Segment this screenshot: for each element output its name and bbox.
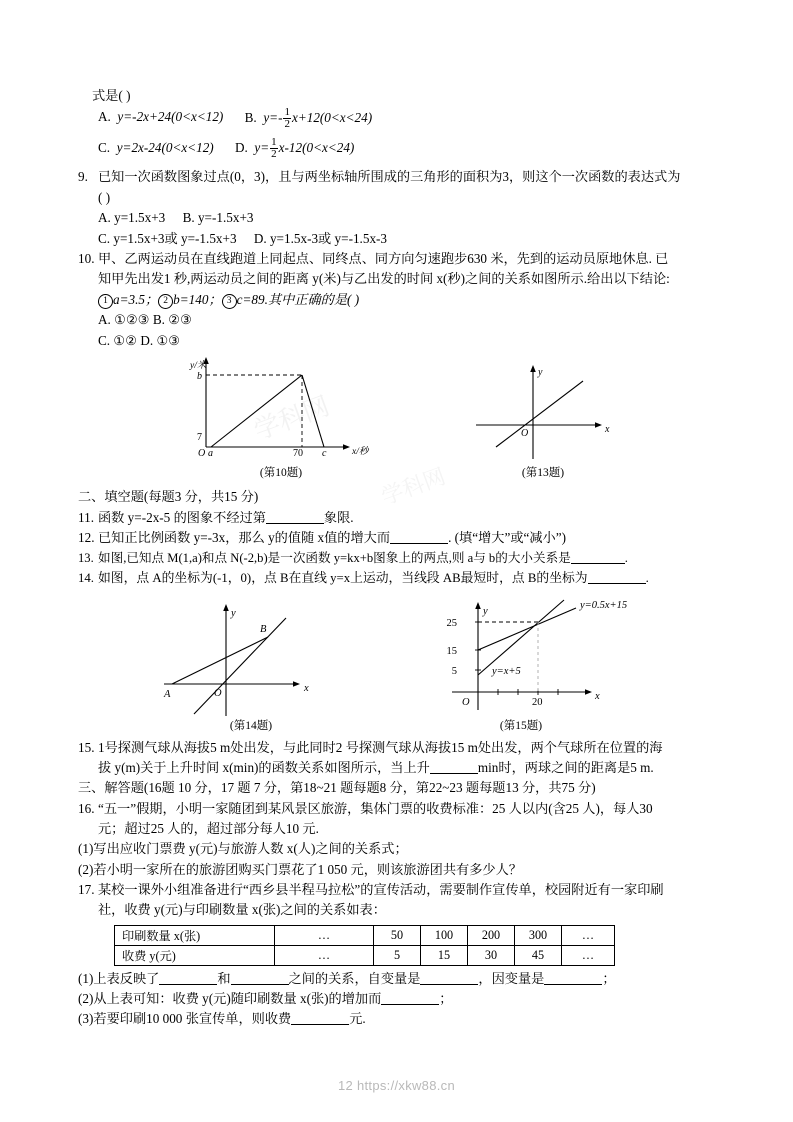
- figures-10-13-svg: [78, 355, 726, 477]
- q17-sub2: (2)从上表可知：收费 y(元)随印刷数量 x(张)的增加而 ；: [78, 990, 453, 1006]
- table-cell-value: 30: [468, 945, 515, 965]
- q9-stem-paren: ( ): [98, 189, 111, 205]
- table-cell-trail: …: [562, 945, 615, 965]
- q16-line2: 元；超过25 人的，超过部分每人10 元.: [98, 821, 319, 837]
- circled-number-1: 1: [98, 294, 113, 309]
- table-cell-value: 15: [421, 945, 468, 965]
- q12: 12. 已知正比例函数 y=-3x，那么 y的值随 x值的增大而 . (填“增大”或“减小”): [78, 528, 726, 548]
- q17-line1: 17. 某校一课外小组准备进行“西乡县半程马拉松”的宣传活动，需要制作宣传单，校园附近有一家印刷: [78, 880, 726, 900]
- fig13-y-axis-label: y: [538, 367, 543, 379]
- q8-option-d: D. y= $\frac{1}{2}$ x-12(0<x<24): [234, 135, 355, 161]
- circled-number-2: 2: [158, 294, 173, 309]
- q10-options-cd: C. ①② D. ①③: [98, 332, 181, 348]
- q14-number: 14.: [78, 571, 94, 586]
- fig15-y-tick-15: 15: [446, 645, 457, 657]
- watermark-text-secondary: 学科网: [378, 463, 449, 510]
- fig15-graph: [447, 600, 628, 710]
- q15-answer-blank[interactable]: [430, 760, 478, 774]
- q17-blank-6[interactable]: [291, 1012, 349, 1026]
- q10-stem-line1: 10. 甲、乙两运动员在直线跑道上同起点、同终点、同方向匀速跑步630 米，先到的运动员原地休息. 已: [78, 249, 726, 269]
- q8-options-cd: [78, 137, 726, 160]
- fig10-x-axis-label: x/秒: [352, 447, 369, 458]
- section3-heading: 三、解答题(16题 10 分，17 题 7 分，第18~21 题每题8 分，第22~23 题每题13 分，共75 分): [78, 780, 596, 796]
- q17-blank-1[interactable]: [159, 971, 217, 985]
- table-cell-value: 100: [421, 925, 468, 945]
- table-cell-value: 300: [515, 925, 562, 945]
- q9-options-ab: [78, 208, 726, 229]
- q8-options-ab: [78, 107, 726, 130]
- q16-number: 16.: [78, 800, 95, 816]
- fig14-x-axis-label: x: [304, 682, 309, 694]
- q9-options-cd: [78, 229, 726, 250]
- q13: 13. 如图,已知点 M(1,a)和点 N(-2,b)是一次函数 y=kx+b图象上的两点,则 a与 b的大小关系是 .: [78, 548, 726, 568]
- table-cell-value: 5: [374, 945, 421, 965]
- q16-sub1: (1)写出应收门票费 y(元)与旅游人数 x(人)之间的关系式；: [78, 841, 408, 857]
- q8-stem-tail: 式是( ): [92, 88, 131, 103]
- fig15-line2-label: y=x+5: [492, 665, 521, 677]
- q16-sub2: (2)若小明一家所在的旅游团购买门票花了1 050 元，则该旅游团共有多少人？: [78, 861, 522, 877]
- q12-answer-blank[interactable]: [390, 530, 448, 544]
- fraction-half: $\frac{1}{2}$: [284, 105, 290, 130]
- table-cell-value: 200: [468, 925, 515, 945]
- fig14-point-a: A: [164, 688, 171, 700]
- figure-row-14-15: [78, 592, 726, 734]
- q10-number: 10.: [78, 251, 95, 267]
- q15-number: 15.: [78, 739, 95, 755]
- table-cell-value: 50: [374, 925, 421, 945]
- q15-line2: 拔 y(m)关于上升时间 x(min)的函数关系如图所示，当上升 min时，两球之间的距离是5 m.: [98, 760, 654, 776]
- table-cell-lead: …: [275, 945, 374, 965]
- section2-heading: 二、填空题(每题3 分，共15 分): [78, 489, 259, 505]
- q9-option-a: A. y=1.5x+3: [98, 210, 166, 226]
- q9-option-d: D. y=1.5x-3或 y=-1.5x-3: [253, 230, 388, 246]
- circled-number-3: 3: [222, 294, 237, 309]
- table-row: [115, 945, 615, 965]
- fig15-y-tick-25: 25: [446, 617, 457, 629]
- figure-row-10-13: [78, 355, 726, 480]
- q11: 11. 函数 y=-2x-5 的图象不经过第 象限.: [78, 508, 726, 528]
- fig10-y-tick-b: b: [197, 371, 202, 383]
- q8-option-c: C. y=2x-24(0<x<12): [98, 139, 214, 155]
- fig10-y-tick-7: 7: [197, 432, 202, 444]
- fig13-caption: (第13题): [521, 467, 565, 480]
- fig15-y-axis-label: y: [483, 605, 488, 617]
- page-content: [78, 86, 726, 1030]
- q17-line2: 社，收费 y(元)与印刷数量 x(张)之间的关系如表：: [98, 902, 386, 918]
- watermark-text: 学科网: [249, 390, 334, 446]
- fig13-origin: O: [521, 428, 529, 440]
- fig10-x-tick-c: c: [322, 448, 327, 460]
- table-cell-label: 收费 y(元): [115, 945, 275, 965]
- table-cell-lead: …: [275, 925, 374, 945]
- q10-options-ab: A. ①②③ B. ②③: [98, 312, 192, 328]
- q13-number: 13.: [78, 551, 94, 566]
- page-footer: 12 https://xkw88.cn: [338, 1078, 455, 1093]
- q11-answer-blank[interactable]: [266, 510, 324, 524]
- q8-option-b: B. y=- $\frac{1}{2}$ x+12(0<x<24): [244, 105, 373, 130]
- table-cell-label: 印刷数量 x(张): [115, 925, 275, 945]
- fig10-origin: O: [198, 448, 206, 460]
- q14: 14. 如图，点 A的坐标为(-1，0)，点 B在直线 y=x上运动，当线段 AB最短时，点 B的坐标为 .: [78, 568, 726, 588]
- figures-14-15-svg: [78, 592, 726, 734]
- q17-sub1: (1)上表反映了 和 之间的关系，自变量是 ，因变量是 ；: [78, 970, 616, 986]
- fig15-line1-label: y=0.5x+15: [580, 599, 628, 611]
- fig14-graph: [163, 604, 309, 716]
- q9-number: 9.: [78, 169, 88, 185]
- fig15-x-axis-label: x: [595, 690, 600, 702]
- table-cell-trail: …: [562, 925, 615, 945]
- q17-number: 17.: [78, 882, 95, 898]
- q8-option-a: A. y=-2x+24(0<x<12): [98, 109, 224, 125]
- fig15-caption: (第15题): [499, 719, 543, 732]
- fig10-caption: (第10题): [259, 467, 303, 480]
- q17-blank-4[interactable]: [544, 971, 602, 985]
- q10-stem-line2: 知甲先出发1 秒,两运动员之间的距离 y(米)与乙出发的时间 x(秒)之间的关系如图所示.给出以下结论:: [98, 271, 670, 287]
- q17-sub3: (3)若要印刷10 000 张宣传单，则收费 元.: [78, 1011, 366, 1027]
- q17-blank-5[interactable]: [381, 991, 439, 1005]
- q9-stem: 9. 已知一次函数图象过点(0，3)，且与两坐标轴所围成的三角形的面积为3，则这个一次函数的表达式为: [78, 167, 726, 187]
- q17-blank-3[interactable]: [420, 971, 478, 985]
- fig14-point-b: B: [260, 623, 267, 635]
- fig15-y-tick-5: 5: [451, 665, 457, 677]
- q15-line1: 15. 1号探测气球从海拔5 m处出发，与此同时2 号探测气球从海拔15 m处出发，两个气球所在位置的海: [78, 738, 726, 758]
- fig10-y-axis-label: y/米: [190, 361, 207, 372]
- q14-answer-blank[interactable]: [588, 571, 646, 584]
- q12-number: 12.: [78, 529, 95, 545]
- q17-blank-2[interactable]: [231, 971, 289, 985]
- q9-option-c: C. y=1.5x+3或 y=-1.5x+3: [98, 230, 237, 246]
- fig14-caption: (第14题): [229, 719, 273, 732]
- q10-conclusions: 1 a=3.5； 2 b=140； 3 c=89.其中正确的是( ): [78, 290, 726, 310]
- fig13-x-axis-label: x: [605, 424, 610, 436]
- fig10-x-tick-70: 70: [293, 448, 303, 460]
- q16-line1: 16. “五一”假期，小明一家随团到某风景区旅游，集体门票的收费标准：25 人以内(含25 人)，每人30: [78, 799, 726, 819]
- q9-option-b: B. y=-1.5x+3: [182, 210, 254, 226]
- fig13-graph: [476, 365, 610, 459]
- q17-data-table: [114, 925, 615, 966]
- fig10-x-tick-a: a: [208, 448, 213, 460]
- fraction-half-2: $\frac{1}{2}$: [271, 135, 277, 161]
- table-cell-value: 45: [515, 945, 562, 965]
- fig15-origin: O: [462, 696, 470, 708]
- fig14-origin: O: [214, 687, 222, 699]
- q11-number: 11.: [78, 509, 94, 525]
- q13-answer-blank[interactable]: [571, 551, 625, 564]
- fig14-y-axis-label: y: [231, 607, 236, 619]
- fig10-graph: [189, 357, 371, 459]
- fig15-x-tick-20: 20: [532, 696, 543, 708]
- table-row: [115, 925, 615, 945]
